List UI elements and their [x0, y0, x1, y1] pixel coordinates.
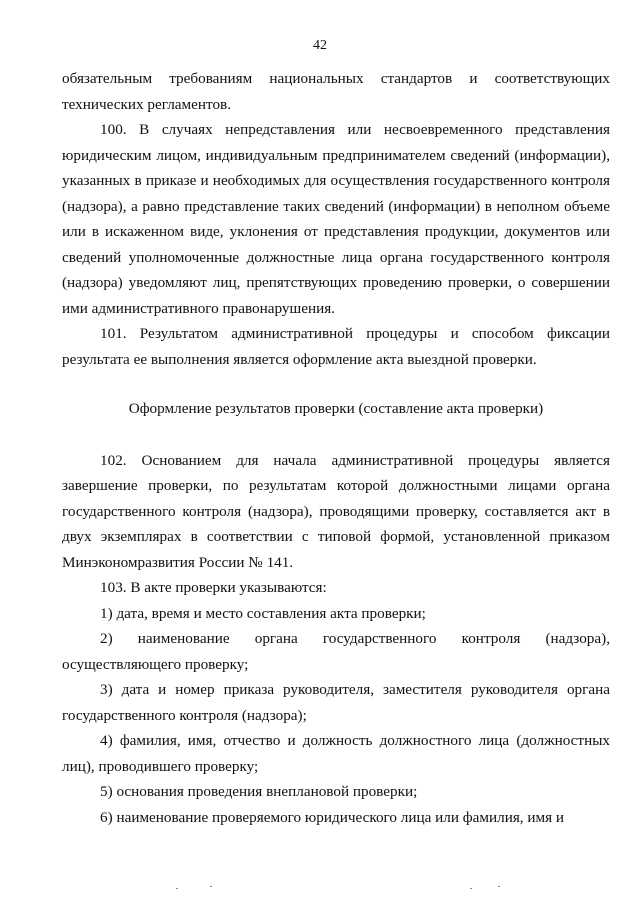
paragraphs-top: [62, 66, 610, 372]
paragraph: 3) дата и номер приказа руководителя, заместителя руководителя органа государственного контроля (надзора);: [62, 681, 610, 724]
paragraph: 1) дата, время и место составления акта проверки;: [100, 604, 426, 622]
scan-speck: [176, 888, 178, 889]
paragraph: 100. В случаях непредставления или несвоевременного представления юридическим лицом, индивидуальным предпринимателем сведений (информации), указанных в приказе и необходимых для осуществления государственного контроля (надзора), а равно представление таких сведений (информации) в неполном объеме или в искаженном виде, уклонения от представления продукции, документов или сведений уполномоченные должностные лица органа государственного контроля (надзора) уведомляют лиц, препятствующих проведению проверки, о совершении ими административного правонарушения.: [62, 121, 610, 317]
paragraph: обязательным требованиям национальных стандартов и соответствующих технических регламентов.: [62, 70, 610, 113]
paragraph: 2) наименование органа государственного контроля (надзора), осуществляющего проверку;: [62, 630, 610, 673]
paragraph: 6) наименование проверяемого юридического лица или фамилия, имя и: [100, 808, 565, 826]
scan-speck: [498, 886, 500, 887]
paragraph: 101. Результатом административной процедуры и способом фиксации результата ее выполнения является оформление акта выездной проверки.: [62, 325, 610, 368]
page-content: [62, 66, 610, 830]
scan-speck: [210, 886, 212, 887]
page-number: 42: [313, 38, 327, 53]
scan-speck: [470, 888, 472, 889]
paragraph: 103. В акте проверки указываются:: [100, 579, 327, 596]
paragraph: 4) фамилия, имя, отчество и должность должностного лица (должностных лиц), проводившего проверку;: [62, 732, 610, 775]
paragraph: 5) основания проведения внеплановой проверки;: [100, 783, 418, 800]
paragraphs-bottom: [62, 448, 610, 831]
section-heading: Оформление результатов проверки (составление акта проверки): [128, 400, 544, 417]
paragraph: 102. Основанием для начала административной процедуры является завершение проверки, по результатам которой должностными лицами органа государственного контроля (надзора), проводящими проверку, составляется акт в двух экземплярах в соответствии с типовой формой, установленной приказом Минэкономразвития России № 141.: [62, 451, 610, 571]
